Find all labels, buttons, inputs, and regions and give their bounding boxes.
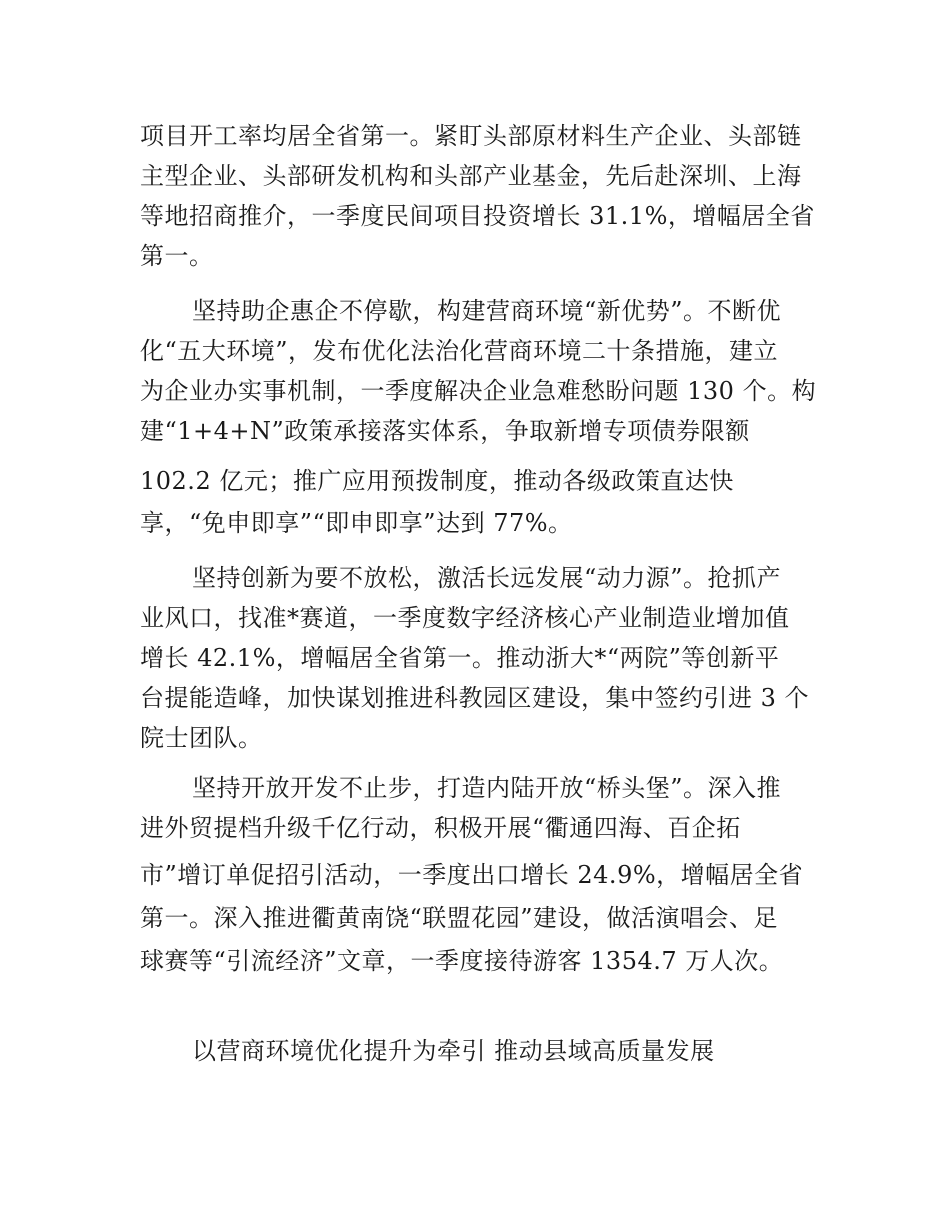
body-line: 市”增订单促招引活动，一季度出口增长 24.9%，增幅居全省 <box>140 861 804 889</box>
body-line: 增长 42.1%，增幅居全省第一。推动浙大*“两院”等创新平 <box>140 644 780 672</box>
body-line: 进外贸提档升级千亿行动，积极开展“衢通四海、百企拓 <box>140 814 741 842</box>
paragraph-start-line: 坚持创新为要不放松，激活长远发展“动力源”。抢抓产 <box>192 564 782 592</box>
body-line: 第一。 <box>140 242 214 270</box>
body-line: 项目开工率均居全省第一。紧盯头部原材料生产企业、头部链 <box>140 122 802 150</box>
body-line: 化“五大环境”，发布优化法治化营商环境二十条措施，建立 <box>140 337 779 365</box>
paragraph-start-line: 坚持开放开发不止步，打造内陆开放“桥头堡”。深入推 <box>192 774 782 802</box>
section-heading: 以营商环境优化提升为牵引 推动县域高质量发展 <box>192 1037 715 1065</box>
body-line: 建“1+4+N”政策承接落实体系，争取新增专项债券限额 <box>140 417 750 445</box>
body-line: 主型企业、头部研发机构和头部产业基金，先后赴深圳、上海 <box>140 162 802 190</box>
body-line: 等地招商推介，一季度民间项目投资增长 31.1%，增幅居全省 <box>140 202 815 230</box>
body-line: 台提能造峰，加快谋划推进科教园区建设，集中签约引进 3 个 <box>140 684 810 712</box>
body-line: 业风口，找准*赛道，一季度数字经济核心产业制造业增加值 <box>140 604 790 632</box>
body-line: 享，“免申即享”“即申即享”达到 77%。 <box>140 509 573 537</box>
body-line: 球赛等“引流经济”文章，一季度接待游客 1354.7 万人次。 <box>140 947 784 975</box>
body-line: 为企业办实事机制，一季度解决企业急难愁盼问题 130 个。构 <box>140 377 817 405</box>
body-line: 102.2 亿元；推广应用预拨制度，推动各级政策直达快 <box>140 467 734 495</box>
paragraph-start-line: 坚持助企惠企不停歇，构建营商环境“新优势”。不断优 <box>192 297 782 325</box>
body-line: 院士团队。 <box>140 724 263 752</box>
body-line: 第一。深入推进衢黄南饶“联盟花园”建设，做活演唱会、足 <box>140 904 779 932</box>
